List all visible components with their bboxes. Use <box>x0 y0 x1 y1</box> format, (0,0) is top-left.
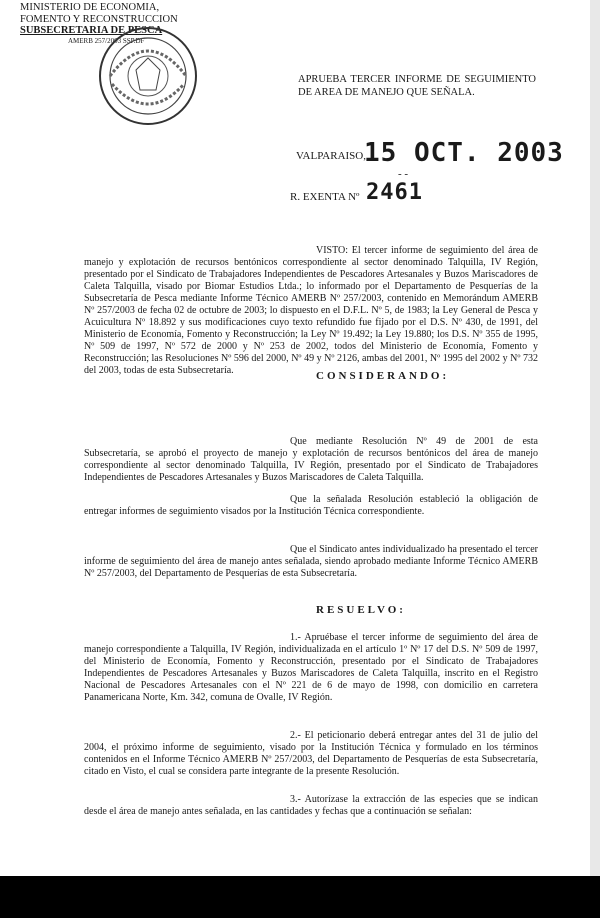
considerando-paragraph-2: Que la señalada Resolución estableció la obligación de entregar informes de seguimiento visados por la Institución Técnica correspondiente. <box>84 494 538 517</box>
date-stamp: 15 OCT. 2003 <box>364 138 564 168</box>
scan-bottom-border <box>0 876 600 918</box>
resuelvo-heading: RESUELVO: <box>316 604 406 616</box>
document-title: APRUEBA TERCER INFORME DE SEGUIMIENTO DE AREA DE MANEJO QUE SEÑALA. <box>298 74 536 98</box>
ministry-line-2: FOMENTO Y RECONSTRUCCION <box>20 13 178 25</box>
scan-edge-shade <box>590 0 600 876</box>
ministry-line: MINISTERIO DE ECONOMIA, <box>20 2 160 13</box>
reference-code: AMERB 257/2003 SSP.DF <box>68 36 145 45</box>
visto-paragraph: VISTO: El tercer informe de seguimiento del área de manejo y explotación de recursos bentónicos correspondiente al sector denominado Talquilla, IV Región, presentado por el Sindicato de Trabajadores Independientes de Pescadores Artesanales y Buzos Mariscadores de Caleta Talquilla, visado por Biomar Estudios Ltda.; lo informado por el Departamento de Pesquerías de la Subsecretaría de Pesca mediante Informe Técnico AMERB Nº 257/2003, contenido en Memorándum AMERB Nº 257/2003 de fecha 02 de octubre de 2003; lo dispuesto en el D.F.L. Nº 5, de 1983; la Ley General de Pesca y Acuicultura Nº 18.892 y sus modificaciones cuyo texto refundido fue fijado por el D.S. Nº 430, de 1991, del Ministerio de Economía, Fomento y Reconstrucción; la Ley Nº 19.492; la Ley 19.880; los D.S. Nº 355 de 1995, Nº 509 de 1997, Nº 572 de 2000 y Nº 253 de 2002, todos del Ministerio de Economía, Fomento y Reconstrucción; las Resoluciones Nº 596 del 2000, Nº 49 y Nº 2126, ambas del 2001, Nº 1995 del 2002 y Nº 732 del 2003, todas de esta Subsecretaría. <box>84 245 538 376</box>
exenta-label: R. EXENTA Nº <box>290 191 360 203</box>
resuelvo-item-1: 1.- Apruébase el tercer informe de seguimiento del área de manejo correspondiente a Talquilla, IV Región, individualizada en el artículo 1º Nº 17 del D.S. Nº 509 de 1997, del Ministerio de Economía, Fomento y Reconstrucción, presentado por el Sindicato de Trabajadores Independientes de Pescadores Artesanales y Buzos Mariscadores de Caleta Talquilla, inscrito en el Registro Nacional de Pescadores Artesanales con el Nº 221 de 6 de mayo de 1998, con domicilio en carretera Panamericana Norte, Km. 342, comuna de Ovalle, IV Región. <box>84 632 538 703</box>
official-seal-stamp <box>96 24 200 128</box>
place-label: VALPARAISO, <box>296 150 366 162</box>
considerando-heading: CONSIDERANDO: <box>316 370 450 382</box>
considerando-paragraph-3: Que el Sindicato antes individualizado ha presentado el tercer informe de seguimiento del área de manejo antes señalada, siendo aprobado mediante Informe Técnico AMERB Nº 257/2003, del Departamento de Pesquerías de esta Subsecretaría. <box>84 544 538 579</box>
subsecretaria-line: SUBSECRETARIA DE PESCA <box>20 25 163 36</box>
resuelvo-item-2: 2.- El peticionario deberá entregar antes del 31 de julio del 2004, el próximo informe de seguimiento, visado por la Institución Técnica y formulado en los términos contenidos en el Informe Técnico AMERB Nº 257/2003, del Departamento de Pesquerías de esta Subsecretaría, citado en Visto, el cual se considera parte integrante de la presente Resolución. <box>84 730 538 777</box>
considerando-paragraph-1: Que mediante Resolución Nº 49 de 2001 de esta Subsecretaría, se aprobó el proyecto de manejo y explotación de recursos bentónicos del área de manejo correspondiente al sector denominado Talquilla, IV Región, presentado por el Sindicato de Trabajadores Independientes de Pescadores Artesanales y Buzos Mariscadores de Caleta Talquilla. <box>84 436 538 483</box>
resuelvo-item-3: 3.- Autorízase la extracción de las especies que se indican desde el área de manejo antes señalada, en las cantidades y fechas que a continuación se señalan: <box>84 794 538 817</box>
exenta-number: 2461 <box>366 180 423 205</box>
stamp-dashes: - - <box>398 168 409 180</box>
